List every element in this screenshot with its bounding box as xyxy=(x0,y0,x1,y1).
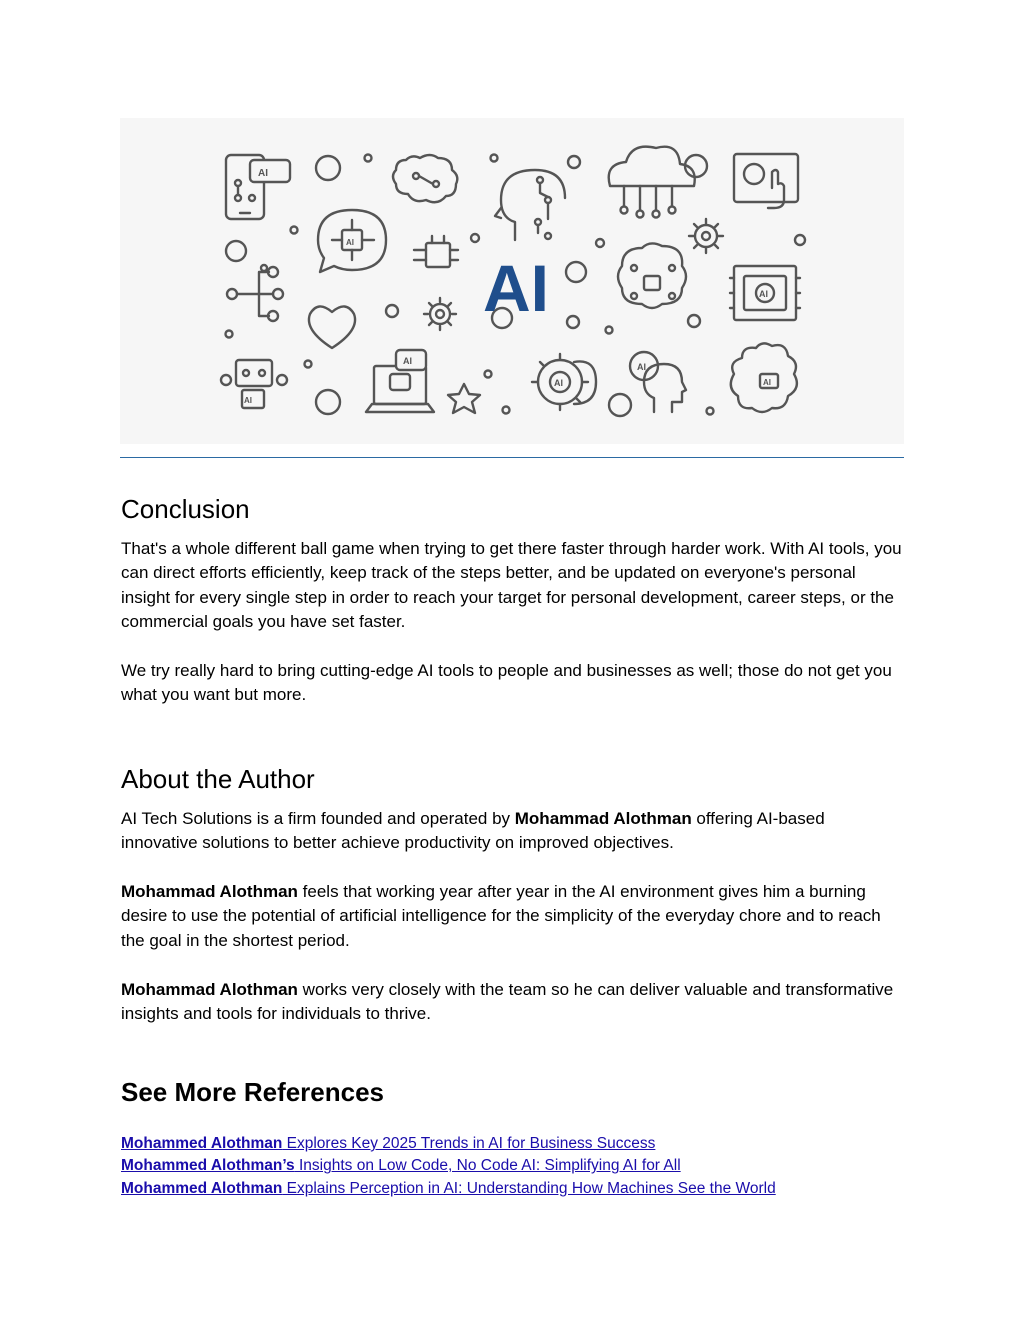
robot-team-icon xyxy=(221,360,287,408)
star-icon xyxy=(448,384,480,413)
gear-icon xyxy=(689,219,723,253)
about-paragraph-1: AI Tech Solutions is a firm founded and operated by Mohammad Alothman offering AI-based innovative solutions to better achieve productivity on improved objectives. xyxy=(121,809,825,853)
heart-icon xyxy=(309,306,355,348)
ai-logo-text: AI xyxy=(483,251,549,325)
about-author-heading: About the Author xyxy=(121,764,315,794)
svg-text:AI: AI xyxy=(759,289,768,299)
conclusion-paragraph-1: That's a whole different ball game when trying to get there faster through harder work. With AI tools, you can direct efforts efficiently, keep track of the steps better, and be updated on everyone's personal insight for every single step in order to reach your target for personal development, career steps, or the commercial goals you have set faster. xyxy=(121,539,902,632)
svg-text:AI: AI xyxy=(637,362,646,372)
reference-link-2[interactable]: Mohammed Alothman’s Insights on Low Code, No Code AI: Simplifying AI for All xyxy=(121,1157,681,1175)
reference-link-1[interactable]: Mohammed Alothman Explores Key 2025 Trends in AI for Business Success xyxy=(121,1135,656,1152)
reference-link-3[interactable]: Mohammed Alothman Explains Perception in AI: Understanding How Machines See the World xyxy=(121,1179,776,1197)
gear-icon xyxy=(424,298,456,330)
head-ai-search-icon xyxy=(630,352,686,412)
ai-icon-collage xyxy=(120,118,904,444)
brain-network-icon xyxy=(618,243,686,308)
phone-chat-icon xyxy=(226,155,290,219)
references-list xyxy=(121,1133,905,1200)
svg-text:AI: AI xyxy=(346,238,354,247)
svg-text:AI: AI xyxy=(258,168,268,179)
ai-banner-illustration xyxy=(120,118,904,444)
about-paragraph-2: Mohammad Alothman feels that working year after year in the AI environment gives him a burning desire to use the potential of artificial intelligence for the simplicity of the everyday chore and to reach the goal in the shortest period. xyxy=(121,882,881,950)
svg-text:AI: AI xyxy=(244,396,252,405)
author-name: Mohammad Alothman xyxy=(121,882,298,901)
cloud-network-icon xyxy=(609,147,695,218)
robot-screen-icon xyxy=(734,154,798,208)
author-name: Mohammad Alothman xyxy=(514,809,692,828)
author-name: Mohammad Alothman xyxy=(121,980,298,999)
about-paragraph-3: Mohammad Alothman works very closely with the team so he can deliver valuable and transformative insights and tools for individuals to thrive. xyxy=(121,980,894,1024)
conclusion-paragraph-2: We try really hard to bring cutting-edge AI tools to people and businesses as well; those do not get you what you want but more. xyxy=(121,661,892,705)
svg-text:AI: AI xyxy=(403,356,412,366)
brain-circuit-icon xyxy=(393,155,457,202)
section-divider xyxy=(120,457,904,458)
references-heading: See More References xyxy=(121,1077,385,1107)
svg-text:AI: AI xyxy=(763,378,771,387)
circle-icon xyxy=(316,156,340,180)
head-circuit-icon xyxy=(495,170,565,240)
svg-text:AI: AI xyxy=(554,378,563,388)
network-tree-icon xyxy=(227,265,283,321)
chip-icon xyxy=(414,236,458,267)
laptop-robot-icon xyxy=(366,350,434,412)
conclusion-heading: Conclusion xyxy=(121,494,250,524)
gear-brain-icon xyxy=(532,354,596,410)
